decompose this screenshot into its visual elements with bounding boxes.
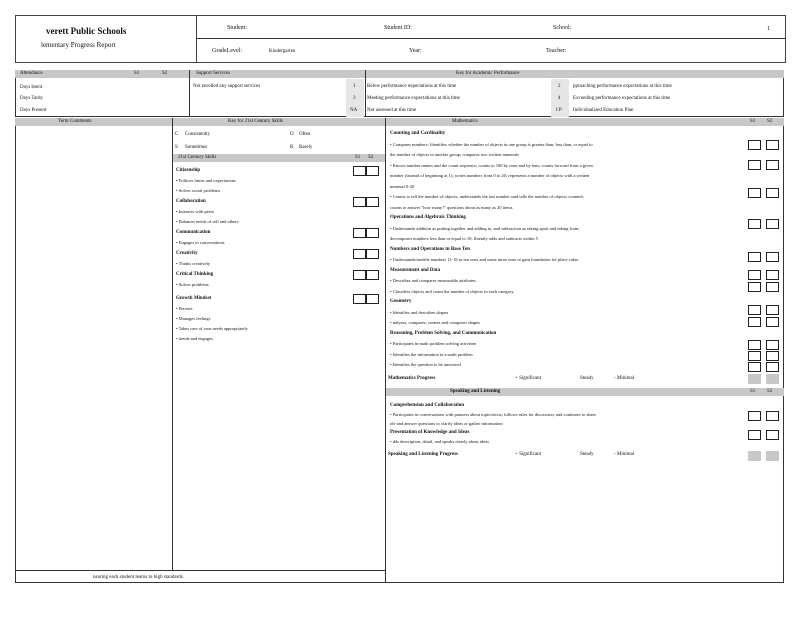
speaking-section-heading (390, 430, 469, 436)
attendance-s2: S2 (162, 71, 168, 76)
key21-code: C (175, 132, 179, 137)
math-line-text: Identifies and describes shapes (392, 309, 449, 315)
skills21-item-label: Takes care of own needs appropriately (178, 326, 248, 331)
grade-value: Kindergarten (269, 49, 296, 54)
speaking-progress-s1-box[interactable] (748, 451, 761, 461)
key-code: 1 (353, 84, 356, 89)
bullet-icon: • (390, 257, 393, 262)
math-s2-box[interactable] (766, 140, 779, 150)
math-s2-box[interactable] (766, 305, 779, 315)
skills21-item-label: Solves problems (178, 282, 209, 287)
student-label: Student: (227, 25, 248, 31)
skills21-s1-box[interactable] (353, 294, 366, 304)
teacher-label: Teacher: (546, 48, 567, 54)
math-line-text: numeral 0-20 (390, 183, 415, 189)
math-s1-box[interactable] (748, 362, 761, 372)
report-title: lementary Progress Report (41, 41, 116, 49)
math-s1-box[interactable] (748, 140, 761, 150)
math-standard (390, 173, 589, 179)
skills21-item (176, 282, 209, 288)
key-code: 3 (353, 96, 356, 101)
skills21-item (176, 306, 192, 312)
divider (385, 118, 386, 583)
bullet-icon: • (390, 309, 393, 315)
bullet-icon: • (390, 141, 393, 147)
math-s1-box[interactable] (748, 160, 761, 170)
speaking-progress-minimal[interactable]: - Minimal (614, 452, 635, 457)
math-s2-box[interactable] (766, 252, 779, 262)
speaking-title: Speaking and Listening (450, 389, 501, 394)
math-standard (390, 205, 513, 211)
math-s2-box[interactable] (766, 282, 779, 292)
math-line-text: Knows number names and the count sequence; counts to 100 by ones and by tens; counts forward from a given (392, 162, 593, 168)
skills21-s2: S2 (368, 155, 374, 160)
math-line-text: Understands addition as putting together and adding to, and subtraction as taking apart and taking from; (392, 225, 580, 231)
speaking-line-text: ole and answer questions to clarify ideas or gather information (390, 421, 503, 426)
math-title: Mathematics (452, 119, 478, 124)
speaking-standard (390, 412, 596, 418)
bullet-icon: • (390, 225, 393, 231)
attendance-title: Attendance (20, 71, 43, 76)
bullet-icon: • (390, 362, 393, 367)
math-s1-box[interactable] (748, 317, 761, 327)
divider (15, 582, 386, 583)
term-comments-area[interactable] (16, 127, 171, 570)
math-s2-box[interactable] (766, 351, 779, 361)
key-text: Not assessed at this time (367, 108, 417, 113)
math-line-text: Operations and Algebraic Thinking (390, 215, 466, 220)
speaking-s1: S1 (750, 389, 756, 394)
bullet-icon: • (176, 240, 179, 245)
speaking-section-heading (390, 403, 464, 409)
school-label: School: (553, 25, 572, 31)
math-section-heading (390, 299, 411, 305)
attendance-row: Days Tardy (20, 96, 44, 101)
speaking-line-text: dds description, detail, and speaks clearly about ideas (392, 439, 490, 444)
math-progress-minimal[interactable]: - Minimal (614, 376, 635, 381)
skills21-item (176, 240, 224, 246)
math-s2-box[interactable] (766, 340, 779, 350)
bullet-icon: • (390, 439, 393, 444)
math-line-text: Understands/models numbers 11-19 as ten ones and some more ones to gain foundation for place value (392, 257, 579, 262)
math-standard (390, 352, 473, 358)
skills21-item (176, 326, 248, 332)
math-s1-box[interactable] (748, 351, 761, 361)
math-standard (390, 257, 578, 263)
bullet-icon: • (176, 209, 179, 214)
comments-header-bar (15, 118, 172, 126)
speaking-header-bar (386, 388, 784, 396)
school-value: 1 (767, 26, 770, 32)
math-line-text: Measurement and Data (390, 267, 441, 273)
bullet-icon: • (390, 162, 393, 168)
math-s2-box[interactable] (766, 317, 779, 327)
skills21-section-heading: Communication (176, 230, 211, 235)
speaking-progress-label: Speaking and Listening Progress (388, 452, 458, 457)
skills21-item-label: Solves social problems (178, 188, 221, 193)
legend-significant: Significant (519, 452, 542, 457)
bullet-icon: • (176, 326, 179, 331)
divider (172, 118, 173, 570)
skills21-s2-box[interactable] (366, 249, 379, 259)
key-code: NA (350, 108, 358, 113)
skills21-section-heading: Citizenship (176, 168, 201, 173)
student-info-box (196, 15, 786, 63)
math-line-text: decomposes numbers less than or equal to 10; fluently adds and subtracts within 5 (390, 236, 538, 241)
speaking-s2: S2 (767, 389, 773, 394)
math-standard (390, 194, 584, 200)
bullet-icon: • (176, 219, 179, 224)
math-line-text: Compares numbers: Identifies whether the number of objects in one group is greater than, less than, or equal to (392, 141, 593, 147)
bullet-icon: • (176, 282, 179, 287)
math-s2: S2 (767, 119, 773, 124)
speaking-standard (390, 439, 489, 445)
key-code: 2 (558, 84, 561, 89)
skills21-item (176, 316, 210, 322)
math-standard (390, 152, 519, 158)
skills21-s2-box[interactable] (366, 228, 379, 238)
skills21-item-label: Engages in conversations (178, 240, 225, 245)
attendance-s1: S1 (134, 71, 140, 76)
bullet-icon: • (176, 178, 179, 183)
speaking-progress-steady[interactable]: Steady (580, 452, 594, 457)
speaking-s1-box[interactable] (748, 430, 761, 440)
math-header-bar (386, 118, 784, 126)
math-standard (390, 226, 580, 232)
math-standard (390, 341, 476, 347)
speaking-line-text: Presentation of Knowledge and Ideas (390, 430, 470, 435)
math-progress-s1-box[interactable] (748, 374, 761, 384)
bullet-icon: • (176, 261, 179, 266)
math-standard (390, 362, 461, 368)
grade-label: GradeLevel: (212, 48, 242, 54)
math-section-heading (390, 131, 445, 137)
bullet-icon: • (176, 316, 179, 321)
math-line-text: Counts to tell the number of objects; understands the last number said tells the number of objects counted; (392, 194, 584, 199)
math-line-text: number (instead of beginning at 1); writes numbers from 0 to 20; represents a number of objects with a written (390, 173, 590, 178)
math-section-heading (390, 268, 440, 274)
math-s1-box[interactable] (748, 188, 761, 198)
key21-text: Consistently (185, 132, 211, 137)
math-line-text: Identifies the information in a math problem (392, 351, 473, 357)
key-academic-title: Key for Academic Performance (456, 71, 520, 76)
math-section-heading (390, 247, 470, 253)
math-s2-box[interactable] (766, 270, 779, 280)
bullet-icon: • (390, 278, 393, 283)
math-standard (390, 184, 414, 190)
school-name: verett Public Schools (46, 26, 127, 36)
skills21-s1-box[interactable] (353, 166, 366, 176)
support-text: Not enrolled any support services (193, 84, 261, 89)
key-code: I P (556, 108, 562, 113)
skills21-item-label: Persists (178, 306, 193, 311)
skills21-item (176, 219, 239, 225)
math-s1-box[interactable] (748, 252, 761, 262)
key-code: 4 (558, 96, 561, 101)
skills21-section-heading: Collaboration (176, 199, 206, 204)
math-progress-significant[interactable]: + Significant (515, 376, 542, 381)
math-progress-s2-box[interactable] (766, 374, 779, 384)
skills21-s1-box[interactable] (353, 228, 366, 238)
math-section-heading (390, 331, 496, 337)
key-text: Individualized Education Plan (573, 108, 634, 113)
key21-code: S (175, 145, 178, 150)
key-text: pproaching performance expectations at this time (573, 84, 672, 89)
math-s2-box[interactable] (766, 188, 779, 198)
skills21-s2-box[interactable] (366, 270, 379, 280)
key21-text: Sometimes (185, 145, 208, 150)
speaking-progress-significant[interactable]: + Significant (515, 452, 542, 457)
speaking-line-text: Comprehension and Collaboration (390, 403, 465, 408)
speaking-standard (390, 421, 503, 427)
skills21-item-label: Balances needs of self and others (178, 219, 239, 224)
bullet-icon: • (390, 341, 393, 346)
math-line-text: Numbers and Operations in Base Ten (390, 246, 470, 252)
speaking-s1-box[interactable] (748, 411, 761, 421)
bullet-icon: • (176, 336, 179, 341)
skills21-s2-box[interactable] (366, 294, 379, 304)
footer-text: nsuring each student learns to high standards. (93, 575, 184, 580)
divider (15, 570, 386, 571)
math-s1-box[interactable] (748, 270, 761, 280)
math-line-text: Reasoning, Problem Solving, and Communication (390, 330, 497, 336)
math-standard (390, 236, 538, 242)
math-s1-box[interactable] (748, 305, 761, 315)
math-s2-box[interactable] (766, 219, 779, 229)
math-s1: S1 (750, 119, 756, 124)
skills21-item (176, 261, 210, 267)
bullet-icon: • (390, 320, 393, 325)
key21-text: Rarely (299, 145, 313, 150)
legend-significant: Significant (519, 376, 542, 381)
math-line-text: Geometry (390, 299, 412, 304)
math-line-text: Participates in math problem solving activities (392, 341, 477, 346)
math-line-text: Counting and Cardinality (390, 131, 446, 136)
key21-code: O (290, 132, 294, 137)
skills21-item (176, 178, 236, 184)
skills21-section-heading: Creativity (176, 251, 198, 256)
math-line-text: Describes and compares measurable attributes (392, 278, 476, 283)
math-standard (390, 310, 448, 316)
bullet-icon: • (390, 412, 393, 417)
attendance-row: Days bsent (20, 85, 43, 90)
bullet-icon: • (390, 194, 393, 199)
math-s2-box[interactable] (766, 160, 779, 170)
math-s2-box[interactable] (766, 362, 779, 372)
comments-title: Term Comments (58, 119, 92, 124)
skills21-title: 21st Century Skills (178, 155, 217, 160)
math-standard (390, 289, 514, 295)
math-standard (390, 278, 476, 284)
bullet-icon: • (390, 288, 393, 294)
key21-text: Often (299, 132, 311, 137)
math-line-text: nalyzes, compares, creates and composes shapes (392, 320, 481, 325)
speaking-s2-box[interactable] (766, 411, 779, 421)
key-text: Meeting performance expectations at this time (367, 96, 460, 101)
legend-minimal: Minimal (616, 452, 635, 457)
student-id-label: Student ID: (384, 25, 412, 31)
skills21-s2-box[interactable] (366, 166, 379, 176)
key-text: Below performance expectations at this time (367, 84, 457, 89)
skills21-s1: S1 (355, 155, 361, 160)
math-progress-steady[interactable]: Steady (580, 376, 594, 381)
speaking-progress-s2-box[interactable] (766, 451, 779, 461)
math-standard (390, 320, 480, 326)
math-s1-box[interactable] (748, 340, 761, 350)
math-line-text: Identifies the question to be answered (392, 362, 461, 367)
skills21-item-label: Thinks creatively (178, 261, 210, 266)
skills21-item (176, 188, 220, 194)
skills21-item (176, 336, 213, 342)
skills21-section-heading: Critical Thinking (176, 272, 214, 277)
key-academic-header-bar (366, 70, 784, 78)
math-s1-box[interactable] (748, 282, 761, 292)
math-line-text: the number of objects in another group; compares two written numerals (390, 152, 519, 157)
math-line-text: counts to answer "how many?" questions about as many as 20 items (390, 204, 513, 210)
support-title: Support Services (196, 71, 231, 76)
key21-title: Key for 21st Century Skills (228, 119, 283, 124)
key-text: Exceeding performance expectations at this time (573, 96, 671, 101)
bullet-icon: • (176, 306, 179, 311)
skills21-item-label: Follows limits and expectations (178, 178, 236, 183)
skills21-section-heading: Growth Mindset (176, 296, 212, 301)
year-label: Year: (409, 48, 422, 54)
skills21-item-label: Interacts with peers (178, 209, 214, 214)
attendance-row: Days Present (20, 108, 47, 113)
skills21-s1-box[interactable] (353, 249, 366, 259)
legend-minimal: Minimal (616, 376, 635, 381)
math-progress-label: Mathematics Progress (388, 376, 436, 381)
speaking-s2-box[interactable] (766, 430, 779, 440)
school-header-box (15, 15, 197, 63)
key21-code: R (290, 145, 294, 150)
skills21-item-label: ttends and engages (178, 336, 213, 341)
header-divider (196, 38, 785, 39)
bullet-icon: • (176, 188, 179, 193)
math-standard (390, 163, 593, 169)
skills21-s1-box[interactable] (353, 270, 366, 280)
math-line-text: Classifies objects and count the number of objects in each category (392, 288, 514, 294)
speaking-line-text: Participates in conversations with partners about topics/texts; follows rules for discussion, and continues to share (392, 412, 597, 417)
math-s1-box[interactable] (748, 219, 761, 229)
skills21-item (176, 209, 214, 215)
math-standard (390, 142, 593, 148)
skills21-s1-box[interactable] (353, 197, 366, 207)
math-section-heading (390, 215, 466, 221)
bullet-icon: • (390, 351, 393, 357)
skills21-s2-box[interactable] (366, 197, 379, 207)
skills21-item-label: Manages feelings (178, 316, 211, 321)
